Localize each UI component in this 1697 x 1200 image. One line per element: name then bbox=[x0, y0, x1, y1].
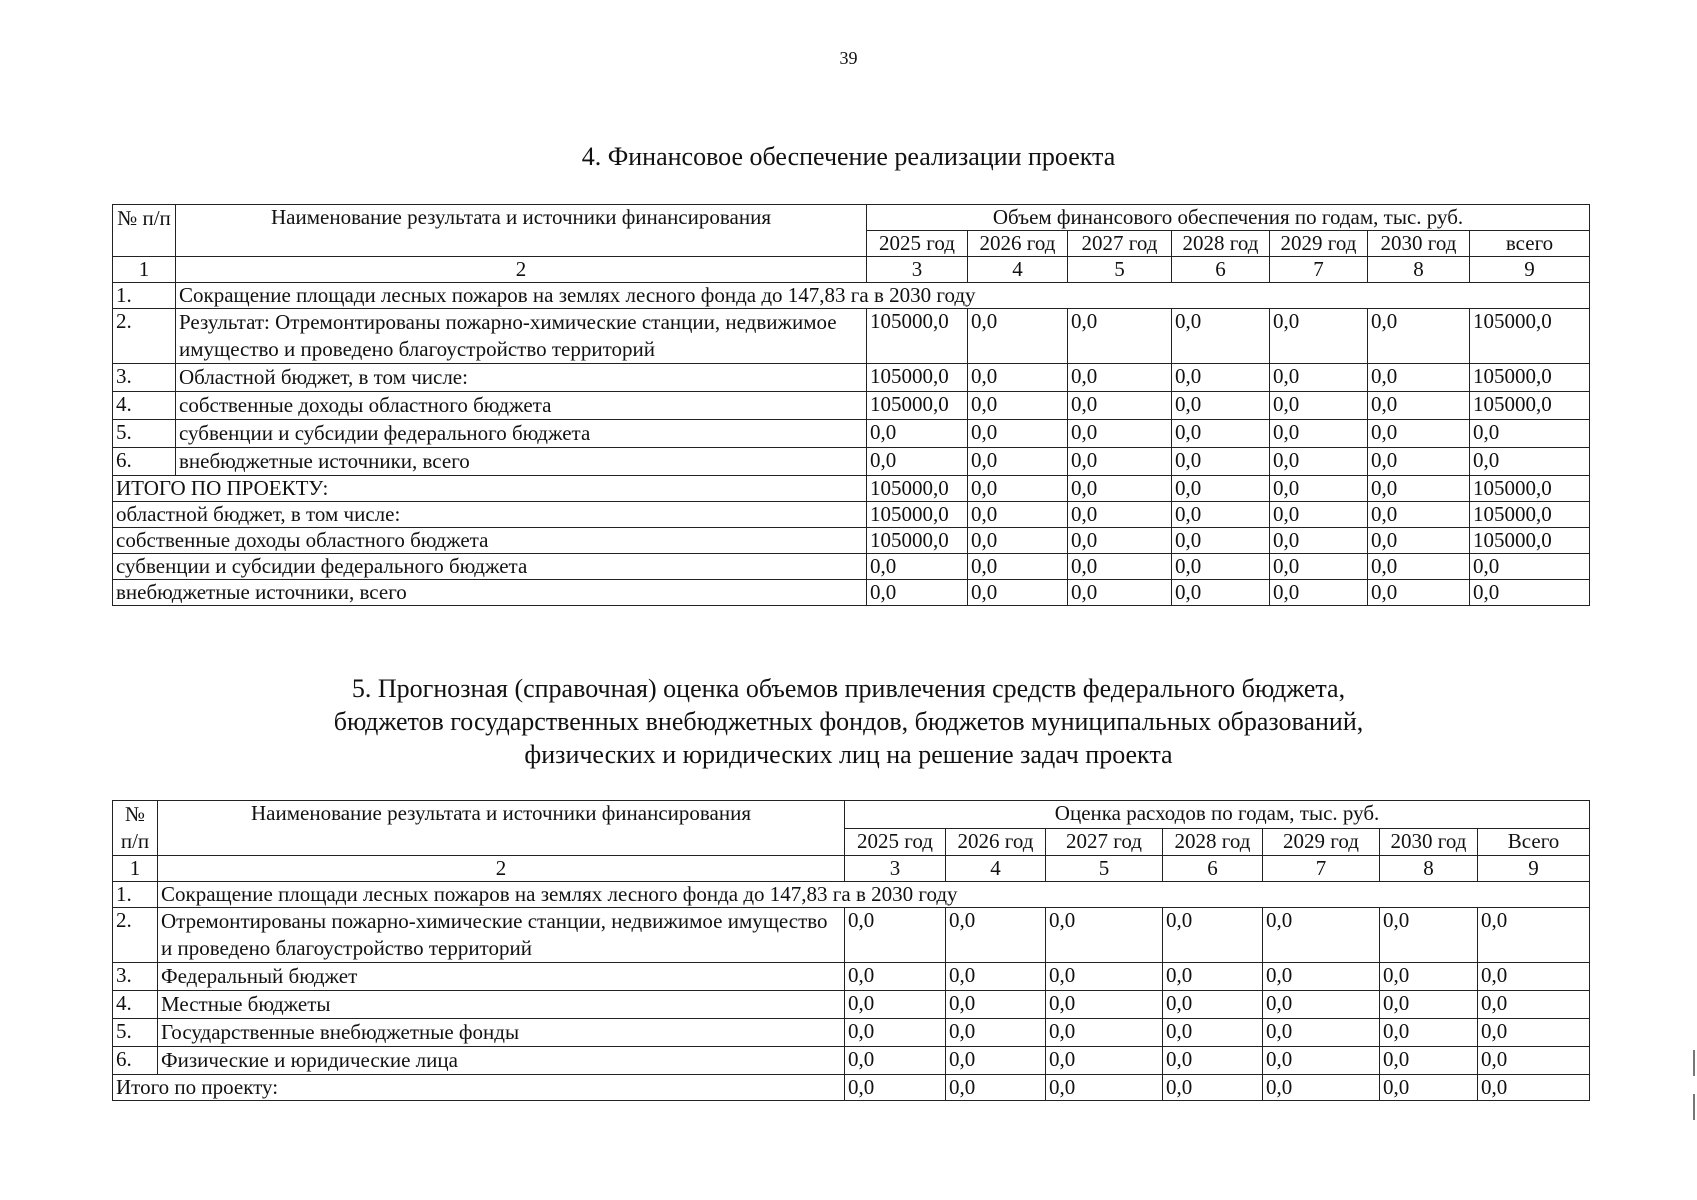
value-cell: 0,0 bbox=[867, 580, 968, 606]
value-cell: 0,0 bbox=[1068, 580, 1172, 606]
value-cell: 0,0 bbox=[968, 420, 1068, 448]
value-cell: 0,0 bbox=[1046, 1075, 1163, 1101]
value-cell: 0,0 bbox=[968, 476, 1068, 502]
value-cell: 0,0 bbox=[1263, 1047, 1380, 1075]
financing-table bbox=[112, 204, 1590, 606]
section-5-title-line: 5. Прогнозная (справочная) оценка объемов привлечения средств федерального бюджета, bbox=[351, 674, 1346, 703]
value-cell: 0,0 bbox=[1478, 1047, 1590, 1075]
value-cell: 0,0 bbox=[1172, 392, 1270, 420]
header-year: 2030 год bbox=[1380, 828, 1478, 856]
table-column-numbers-row bbox=[113, 257, 1590, 283]
value-cell: 0,0 bbox=[1380, 1047, 1478, 1075]
value-cell: 0,0 bbox=[1163, 963, 1263, 991]
value-cell: 0,0 bbox=[1068, 309, 1172, 364]
goal-text: Сокращение площади лесных пожаров на землях лесного фонда до 147,83 га в 2030 году bbox=[176, 283, 1590, 309]
section-4-title-text: 4. Финансовое обеспечение реализации проекта bbox=[581, 142, 1116, 171]
value-cell: 0,0 bbox=[1478, 1019, 1590, 1047]
value-cell: 0,0 bbox=[1068, 392, 1172, 420]
value-cell: 0,0 bbox=[1380, 991, 1478, 1019]
goal-row bbox=[113, 283, 1590, 309]
header-num: № п/п bbox=[113, 801, 158, 856]
value-cell: 0,0 bbox=[946, 1047, 1046, 1075]
value-cell: 0,0 bbox=[1270, 309, 1368, 364]
value-cell: 0,0 bbox=[1470, 448, 1590, 476]
row-number: 5. bbox=[113, 1019, 158, 1047]
value-cell: 0,0 bbox=[1172, 528, 1270, 554]
row-name: Отремонтированы пожарно-химические станции, недвижимое имущество и проведено благоустройство территорий bbox=[158, 908, 845, 963]
value-cell: 0,0 bbox=[1478, 963, 1590, 991]
value-cell: 0,0 bbox=[1478, 908, 1590, 963]
row-number: 4. bbox=[113, 991, 158, 1019]
value-cell: 105000,0 bbox=[867, 364, 968, 392]
value-cell: 0,0 bbox=[1046, 1019, 1163, 1047]
table-row bbox=[113, 991, 1590, 1019]
value-cell: 0,0 bbox=[1172, 554, 1270, 580]
value-cell: 0,0 bbox=[1263, 1019, 1380, 1047]
table-row bbox=[113, 1047, 1590, 1075]
table-row bbox=[113, 963, 1590, 991]
value-cell: 0,0 bbox=[1068, 448, 1172, 476]
page-number: 39 bbox=[839, 48, 858, 68]
value-cell: 0,0 bbox=[968, 528, 1068, 554]
total-row bbox=[113, 528, 1590, 554]
table-row bbox=[113, 309, 1590, 364]
column-number: 9 bbox=[1478, 856, 1590, 882]
value-cell: 0,0 bbox=[845, 1047, 946, 1075]
value-cell: 0,0 bbox=[867, 420, 968, 448]
value-cell: 0,0 bbox=[1172, 364, 1270, 392]
table-row bbox=[113, 392, 1590, 420]
column-number: 6 bbox=[1163, 856, 1263, 882]
total-name: собственные доходы областного бюджета bbox=[113, 528, 867, 554]
value-cell: 0,0 bbox=[1270, 528, 1368, 554]
header-name: Наименование результата и источники финансирования bbox=[176, 205, 867, 257]
total-name: Итого по проекту: bbox=[113, 1075, 845, 1101]
value-cell: 0,0 bbox=[1368, 309, 1470, 364]
header-volume: Оценка расходов по годам, тыс. руб. bbox=[845, 801, 1590, 829]
row-name: Федеральный бюджет bbox=[158, 963, 845, 991]
value-cell: 0,0 bbox=[968, 364, 1068, 392]
value-cell: 105000,0 bbox=[867, 309, 968, 364]
value-cell: 0,0 bbox=[867, 554, 968, 580]
value-cell: 0,0 bbox=[946, 963, 1046, 991]
value-cell: 0,0 bbox=[1270, 364, 1368, 392]
column-number: 7 bbox=[1263, 856, 1380, 882]
value-cell: 0,0 bbox=[1270, 392, 1368, 420]
row-number: 5. bbox=[113, 420, 176, 448]
value-cell: 0,0 bbox=[1068, 420, 1172, 448]
value-cell: 105000,0 bbox=[1470, 502, 1590, 528]
column-number: 5 bbox=[1046, 856, 1163, 882]
column-number: 5 bbox=[1068, 257, 1172, 283]
total-name: внебюджетные источники, всего bbox=[113, 580, 867, 606]
header-year: 2029 год bbox=[1270, 231, 1368, 257]
value-cell: 0,0 bbox=[1478, 991, 1590, 1019]
row-number: 4. bbox=[113, 392, 176, 420]
value-cell: 0,0 bbox=[1172, 309, 1270, 364]
row-number: 6. bbox=[113, 448, 176, 476]
value-cell: 0,0 bbox=[1263, 1075, 1380, 1101]
value-cell: 0,0 bbox=[968, 502, 1068, 528]
total-row bbox=[113, 476, 1590, 502]
column-number: 1 bbox=[113, 257, 176, 283]
row-name: Государственные внебюджетные фонды bbox=[158, 1019, 845, 1047]
total-row bbox=[113, 502, 1590, 528]
value-cell: 0,0 bbox=[968, 554, 1068, 580]
value-cell: 105000,0 bbox=[1470, 528, 1590, 554]
value-cell: 105000,0 bbox=[867, 502, 968, 528]
value-cell: 0,0 bbox=[1068, 502, 1172, 528]
section-5-title bbox=[0, 672, 1697, 771]
value-cell: 105000,0 bbox=[867, 476, 968, 502]
row-number: 3. bbox=[113, 963, 158, 991]
value-cell: 0,0 bbox=[1068, 476, 1172, 502]
header-name: Наименование результата и источники финансирования bbox=[158, 801, 845, 856]
value-cell: 105000,0 bbox=[867, 528, 968, 554]
value-cell: 0,0 bbox=[845, 908, 946, 963]
value-cell: 0,0 bbox=[1368, 502, 1470, 528]
table-row bbox=[113, 420, 1590, 448]
value-cell: 0,0 bbox=[1263, 908, 1380, 963]
value-cell: 0,0 bbox=[1270, 502, 1368, 528]
value-cell: 0,0 bbox=[1270, 420, 1368, 448]
table-row bbox=[113, 908, 1590, 963]
total-row bbox=[113, 554, 1590, 580]
value-cell: 105000,0 bbox=[1470, 392, 1590, 420]
scan-edge-mark bbox=[1693, 1050, 1695, 1076]
column-number: 4 bbox=[946, 856, 1046, 882]
column-number: 4 bbox=[968, 257, 1068, 283]
row-name: Результат: Отремонтированы пожарно-химические станции, недвижимое имущество и проведено благоустройство территорий bbox=[176, 309, 867, 364]
value-cell: 0,0 bbox=[946, 1075, 1046, 1101]
value-cell: 0,0 bbox=[1163, 908, 1263, 963]
value-cell: 0,0 bbox=[1046, 963, 1163, 991]
row-number: 2. bbox=[113, 309, 176, 364]
value-cell: 0,0 bbox=[1172, 580, 1270, 606]
value-cell: 0,0 bbox=[1068, 364, 1172, 392]
value-cell: 0,0 bbox=[1163, 991, 1263, 1019]
section-4-title bbox=[0, 140, 1697, 173]
value-cell: 0,0 bbox=[1380, 1019, 1478, 1047]
value-cell: 0,0 bbox=[1163, 1047, 1263, 1075]
value-cell: 0,0 bbox=[867, 448, 968, 476]
value-cell: 0,0 bbox=[968, 392, 1068, 420]
header-year: всего bbox=[1470, 231, 1590, 257]
value-cell: 0,0 bbox=[1046, 1047, 1163, 1075]
goal-text: Сокращение площади лесных пожаров на землях лесного фонда до 147,83 га в 2030 году bbox=[158, 882, 1590, 908]
value-cell: 0,0 bbox=[968, 309, 1068, 364]
value-cell: 0,0 bbox=[946, 991, 1046, 1019]
row-number: 3. bbox=[113, 364, 176, 392]
value-cell: 0,0 bbox=[1270, 448, 1368, 476]
value-cell: 0,0 bbox=[1163, 1075, 1263, 1101]
row-number: 1. bbox=[113, 283, 176, 309]
value-cell: 0,0 bbox=[1380, 908, 1478, 963]
row-number: 1. bbox=[113, 882, 158, 908]
value-cell: 0,0 bbox=[1368, 476, 1470, 502]
header-year: 2026 год bbox=[946, 828, 1046, 856]
header-year: 2028 год bbox=[1163, 828, 1263, 856]
column-number: 3 bbox=[845, 856, 946, 882]
value-cell: 0,0 bbox=[1068, 554, 1172, 580]
value-cell: 0,0 bbox=[946, 908, 1046, 963]
value-cell: 0,0 bbox=[1368, 364, 1470, 392]
table-row bbox=[113, 1019, 1590, 1047]
value-cell: 0,0 bbox=[1172, 502, 1270, 528]
row-name: внебюджетные источники, всего bbox=[176, 448, 867, 476]
table-header-row bbox=[113, 205, 1590, 231]
value-cell: 0,0 bbox=[1368, 420, 1470, 448]
value-cell: 0,0 bbox=[968, 580, 1068, 606]
column-number: 3 bbox=[867, 257, 968, 283]
header-year: 2026 год bbox=[968, 231, 1068, 257]
value-cell: 0,0 bbox=[1046, 991, 1163, 1019]
value-cell: 0,0 bbox=[1368, 554, 1470, 580]
row-name: Физические и юридические лица bbox=[158, 1047, 845, 1075]
value-cell: 0,0 bbox=[968, 448, 1068, 476]
total-name: ИТОГО ПО ПРОЕКТУ: bbox=[113, 476, 867, 502]
column-number: 8 bbox=[1368, 257, 1470, 283]
estimate-table bbox=[112, 800, 1590, 1101]
value-cell: 0,0 bbox=[946, 1019, 1046, 1047]
row-number: 2. bbox=[113, 908, 158, 963]
table-header-row bbox=[113, 801, 1590, 829]
value-cell: 0,0 bbox=[1270, 580, 1368, 606]
row-number: 6. bbox=[113, 1047, 158, 1075]
header-year: 2027 год bbox=[1068, 231, 1172, 257]
value-cell: 105000,0 bbox=[1470, 309, 1590, 364]
value-cell: 105000,0 bbox=[1470, 476, 1590, 502]
value-cell: 0,0 bbox=[1172, 420, 1270, 448]
total-name: субвенции и субсидии федерального бюджета bbox=[113, 554, 867, 580]
value-cell: 0,0 bbox=[1172, 448, 1270, 476]
header-year: 2027 год bbox=[1046, 828, 1163, 856]
column-number: 9 bbox=[1470, 257, 1590, 283]
row-name: собственные доходы областного бюджета bbox=[176, 392, 867, 420]
value-cell: 0,0 bbox=[845, 1019, 946, 1047]
column-number: 6 bbox=[1172, 257, 1270, 283]
value-cell: 105000,0 bbox=[1470, 364, 1590, 392]
value-cell: 0,0 bbox=[1368, 392, 1470, 420]
value-cell: 0,0 bbox=[845, 1075, 946, 1101]
header-year: 2029 год bbox=[1263, 828, 1380, 856]
value-cell: 0,0 bbox=[1478, 1075, 1590, 1101]
table-row bbox=[113, 364, 1590, 392]
row-name: субвенции и субсидии федерального бюджета bbox=[176, 420, 867, 448]
column-number: 2 bbox=[158, 856, 845, 882]
value-cell: 0,0 bbox=[1368, 448, 1470, 476]
section-5-title-line: физических и юридических лиц на решение задач проекта bbox=[524, 740, 1173, 769]
value-cell: 0,0 bbox=[1046, 908, 1163, 963]
value-cell: 0,0 bbox=[845, 991, 946, 1019]
column-number: 2 bbox=[176, 257, 867, 283]
header-year: 2025 год bbox=[845, 828, 946, 856]
column-number: 1 bbox=[113, 856, 158, 882]
value-cell: 0,0 bbox=[1380, 1075, 1478, 1101]
table-body bbox=[113, 283, 1590, 606]
row-name: Областной бюджет, в том числе: bbox=[176, 364, 867, 392]
value-cell: 0,0 bbox=[1172, 476, 1270, 502]
value-cell: 0,0 bbox=[1380, 963, 1478, 991]
table-body bbox=[113, 882, 1590, 1101]
goal-row bbox=[113, 882, 1590, 908]
row-name: Местные бюджеты bbox=[158, 991, 845, 1019]
header-year: 2028 год bbox=[1172, 231, 1270, 257]
total-name: областной бюджет, в том числе: bbox=[113, 502, 867, 528]
section-5-title-line: бюджетов государственных внебюджетных фондов, бюджетов муниципальных образований, bbox=[333, 707, 1364, 736]
value-cell: 0,0 bbox=[1270, 476, 1368, 502]
total-row bbox=[113, 1075, 1590, 1101]
total-row bbox=[113, 580, 1590, 606]
value-cell: 0,0 bbox=[1470, 420, 1590, 448]
header-num: № п/п bbox=[113, 205, 176, 257]
header-volume: Объем финансового обеспечения по годам, тыс. руб. bbox=[867, 205, 1590, 231]
value-cell: 0,0 bbox=[1368, 580, 1470, 606]
column-number: 8 bbox=[1380, 856, 1478, 882]
column-number: 7 bbox=[1270, 257, 1368, 283]
scan-edge-mark bbox=[1693, 1094, 1695, 1120]
value-cell: 105000,0 bbox=[867, 392, 968, 420]
value-cell: 0,0 bbox=[1470, 580, 1590, 606]
value-cell: 0,0 bbox=[1270, 554, 1368, 580]
header-year: 2025 год bbox=[867, 231, 968, 257]
table-row bbox=[113, 448, 1590, 476]
value-cell: 0,0 bbox=[1163, 1019, 1263, 1047]
header-year: Всего bbox=[1478, 828, 1590, 856]
header-year: 2030 год bbox=[1368, 231, 1470, 257]
value-cell: 0,0 bbox=[1368, 528, 1470, 554]
value-cell: 0,0 bbox=[845, 963, 946, 991]
value-cell: 0,0 bbox=[1068, 528, 1172, 554]
value-cell: 0,0 bbox=[1470, 554, 1590, 580]
value-cell: 0,0 bbox=[1263, 963, 1380, 991]
value-cell: 0,0 bbox=[1263, 991, 1380, 1019]
table-column-numbers-row bbox=[113, 856, 1590, 882]
